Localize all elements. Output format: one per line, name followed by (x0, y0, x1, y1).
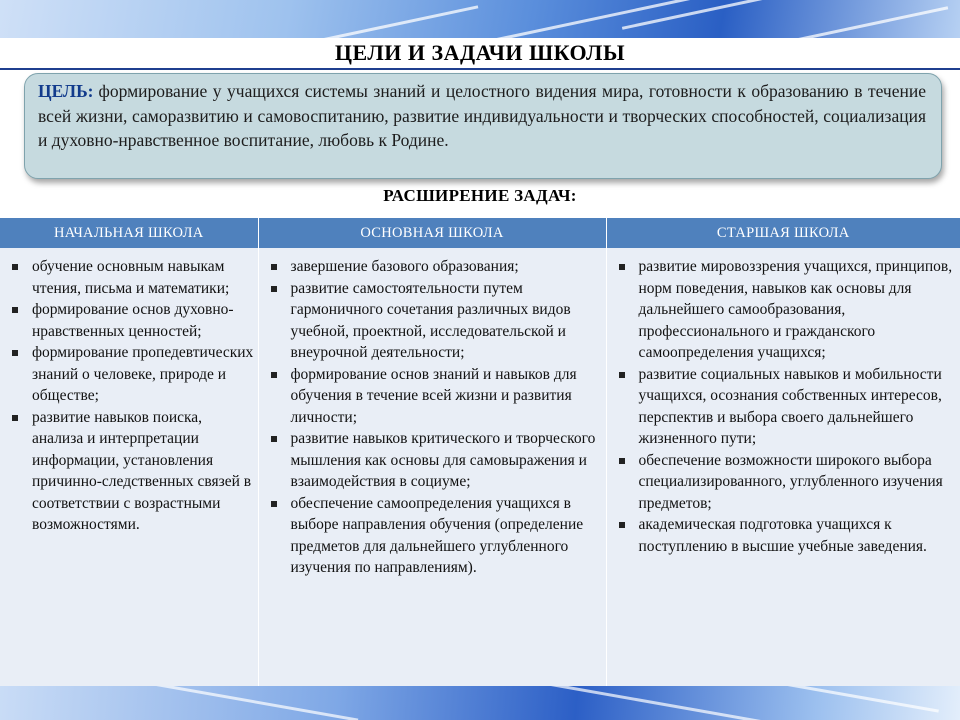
list-item: развитие навыков критического и творческого мышления как основы для самовыражения и взаимодействия в социуме; (267, 428, 602, 493)
tasks-table (0, 218, 960, 686)
list-item: обеспечение самоопределения учащихся в выборе направления обучения (определение предметов для дальнейшего углубленного изучения по направлениям). (267, 493, 602, 579)
list-item: развитие навыков поиска, анализа и интерпретации информации, установления причинно-следственных связей в соответствии с возрастными возможностями. (8, 407, 254, 536)
list-item: обеспечение возможности широкого выбора специализированного, углубленного изучения предметов; (615, 450, 957, 515)
list-item: формирование основ духовно-нравственных ценностей; (8, 299, 254, 342)
table-header-row (0, 218, 960, 248)
column-header-senior: СТАРШАЯ ШКОЛА (606, 218, 960, 248)
footer-decoration (0, 686, 960, 720)
list-item: формирование пропедевтических знаний о человеке, природе и обществе; (8, 342, 254, 407)
basic-list (267, 256, 602, 579)
column-primary (0, 248, 258, 686)
goal-label: ЦЕЛЬ: (38, 81, 94, 101)
senior-list (615, 256, 957, 557)
page-title: ЦЕЛИ И ЗАДАЧИ ШКОЛЫ (334, 40, 626, 65)
primary-list (8, 256, 254, 536)
list-item: развитие мировоззрения учащихся, принципов, норм поведения, навыков как основы для дальнейшего самообразования, профессионального и гражданского самоопределения учащихся; (615, 256, 957, 364)
list-item: развитие социальных навыков и мобильности учащихся, осознания собственных интересов, перспектив и выбора своего дальнейшего жизненного пути; (615, 364, 957, 450)
column-basic (258, 248, 606, 686)
column-header-basic: ОСНОВНАЯ ШКОЛА (258, 218, 606, 248)
list-item: формирование основ знаний и навыков для обучения в течение всей жизни и развития личности; (267, 364, 602, 429)
title-underline (0, 68, 960, 70)
tasks-subtitle: РАСШИРЕНИЕ ЗАДАЧ: (383, 186, 577, 205)
list-item: развитие самостоятельности путем гармоничного сочетания различных видов учебной, проектной, исследовательской и внеурочной деятельности; (267, 278, 602, 364)
column-header-primary: НАЧАЛЬНАЯ ШКОЛА (0, 218, 258, 248)
table-row (0, 248, 960, 686)
goal-text: формирование у учащихся системы знаний и целостного видения мира, готовности к образованию в течение всей жизни, саморазвитию и самовоспитанию, развитие индивидуальности и творческих способностей, социализация и духовно-нравственное воспитание, любовь к Родине. (38, 81, 926, 150)
list-item: академическая подготовка учащихся к поступлению в высшие учебные заведения. (615, 514, 957, 557)
goal-box (24, 73, 942, 179)
list-item: обучение основным навыкам чтения, письма и математики; (8, 256, 254, 299)
column-senior (606, 248, 960, 686)
list-item: завершение базового образования; (267, 256, 602, 278)
